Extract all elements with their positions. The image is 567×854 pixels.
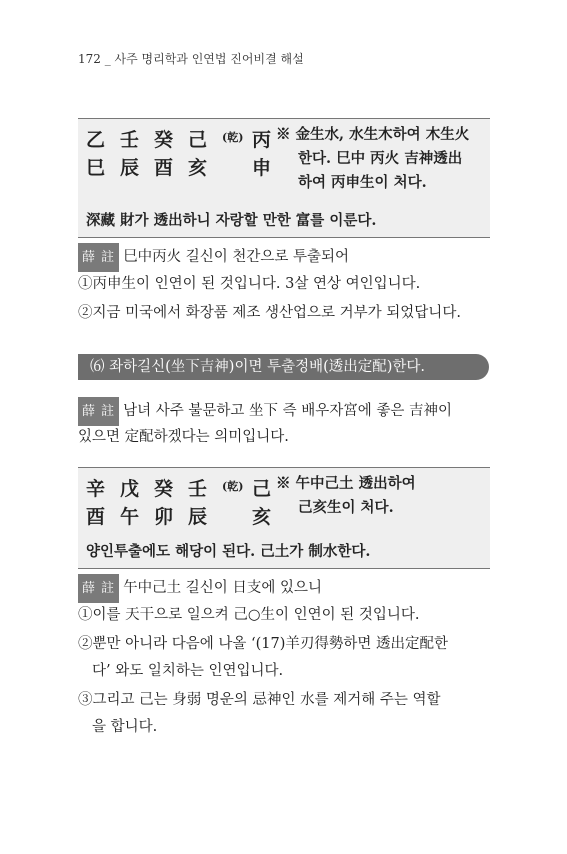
stem: 壬: [188, 478, 208, 500]
list-item-line: ②뿐만 아니라 다음에 나올 ‘(17)羊刃得勢하면 透出定配한: [78, 636, 449, 652]
page-header: 172 _ 사주 명리학과 인연법 진어비결 해설: [78, 52, 304, 66]
branch: 亥: [252, 506, 272, 528]
stem: 乙: [86, 129, 106, 151]
branch: 亥: [188, 157, 208, 179]
stem: 辛: [86, 478, 106, 500]
annotation-tag: 薛 註: [78, 574, 119, 603]
annotation-line: [78, 574, 493, 603]
list-item-line: ③그리고 己는 身弱 명운의 忌神인 水를 제거해 주는 역할: [78, 692, 441, 708]
branches-row: [86, 502, 286, 529]
branch: 辰: [120, 157, 140, 179]
branch: 申: [252, 157, 272, 179]
note-text: [276, 472, 416, 520]
branch: 酉: [86, 506, 106, 528]
list-item: ①이를 天干으로 일으켜 己○生이 인연이 된 것입니다.: [78, 607, 420, 623]
chart-box-1: [78, 118, 490, 238]
branches-row: [86, 153, 286, 180]
list-item: [78, 631, 493, 685]
gender-mark: [222, 153, 252, 180]
stem: 己: [188, 129, 208, 151]
intro-line-2: 있으면 定配하겠다는 의미입니다.: [78, 429, 289, 445]
summary-line: 深藏 財가 透出하니 자랑할 만한 富를 이룬다.: [86, 212, 377, 229]
annotation-text: 巳中丙火 길신이 천간으로 투출되어: [123, 249, 350, 265]
note-line: 하여 丙申生이 처다.: [298, 174, 427, 191]
list-item-continuation: 을 합니다.: [92, 719, 158, 735]
gender-mark: (乾): [222, 480, 244, 493]
branch: 酉: [154, 157, 174, 179]
list-item-continuation: 다’ 와도 일치하는 인연입니다.: [92, 663, 284, 679]
branch: 午: [120, 506, 140, 528]
stems-row: [86, 125, 286, 152]
list-item: ②지금 미국에서 화장품 제조 생산업으로 거부가 되었답니다.: [78, 305, 461, 321]
stems-row: [86, 474, 286, 501]
gender-mark: (乾): [222, 131, 244, 144]
annotation-text: 午中己土 길신이 日支에 있으니: [123, 580, 323, 596]
branch: 巳: [86, 157, 106, 179]
note-text: [276, 123, 469, 195]
branch: 卯: [154, 506, 174, 528]
annotation-tag: 薛 註: [78, 397, 119, 426]
gender-mark: [222, 502, 252, 529]
annotation-line: [78, 243, 493, 272]
stem: 癸: [154, 478, 174, 500]
note-line: ※ 金生水, 水生木하여 木生火: [276, 126, 470, 143]
banner-title: ⑹ 좌하길신(坐下吉神)이면 투출정배(透出定配)한다.: [90, 359, 426, 375]
stem: 丙: [252, 129, 272, 151]
stem: 己: [252, 478, 272, 500]
stem: 壬: [120, 129, 140, 151]
stem: 癸: [154, 129, 174, 151]
branch: 辰: [188, 506, 208, 528]
note-line: 한다. 巳中 丙火 吉神透出: [298, 150, 463, 167]
annotation-tag: 薛 註: [78, 243, 119, 272]
stem: 戊: [120, 478, 140, 500]
note-line: ※ 午中己土 透出하여: [276, 475, 416, 492]
list-item: [78, 687, 493, 741]
chart-box-2: [78, 467, 490, 569]
list-item: ①丙申生이 인연이 된 것입니다. 3살 연상 여인입니다.: [78, 276, 421, 292]
intro-text: 남녀 사주 불문하고 坐下 즉 배우자宮에 좋은 吉神이: [123, 403, 453, 419]
summary-line: 양인투출에도 해당이 된다. 己土가 制水한다.: [86, 543, 371, 560]
note-line: 己亥生이 처다.: [298, 499, 394, 516]
section-banner: [78, 354, 489, 380]
intro-line: [78, 397, 493, 426]
